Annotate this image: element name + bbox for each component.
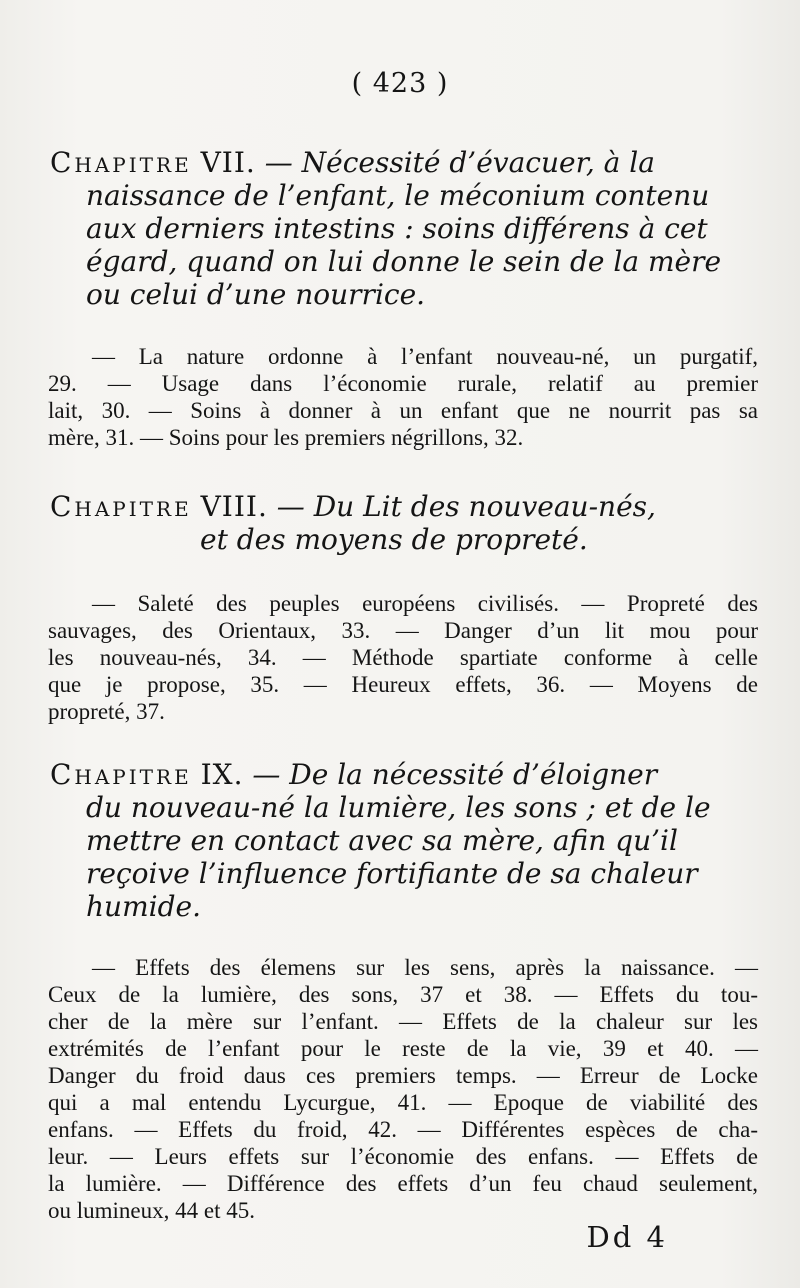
chapter-ix-summary bbox=[48, 954, 758, 1224]
chapter-heading bbox=[50, 146, 762, 311]
summary-line: extrémités de l’enfant pour le reste de la vie, 39 et 40. — bbox=[48, 1036, 758, 1061]
chapter-title-line: reçoive l’influence fortifiante de sa chaleur bbox=[86, 857, 698, 890]
signature-mark: Dd 4 bbox=[586, 1220, 668, 1254]
chapter-number: VII. bbox=[200, 146, 256, 179]
chapter-label: Chapitre bbox=[50, 146, 192, 179]
chapter-title-line: naissance de l’enfant, le méconium contenu bbox=[86, 179, 710, 212]
chapter-vii-summary bbox=[48, 343, 758, 451]
chapter-number: VIII. bbox=[200, 490, 268, 523]
summary-line: leur. — Leurs effets sur l’économie des enfans. — Effets de bbox=[48, 1144, 758, 1169]
summary-line: la lumière. — Différence des effets d’un feu chaud seulement, bbox=[48, 1171, 758, 1196]
summary-line: enfans. — Effets du froid, 42. — Différentes espèces de cha- bbox=[48, 1117, 758, 1142]
chapter-vii-heading bbox=[50, 146, 762, 311]
chapter-viii-heading bbox=[50, 490, 762, 556]
summary-line: — Effets des élemens sur les sens, après la naissance. — bbox=[92, 955, 758, 980]
summary-line: sauvages, des Orientaux, 33. — Danger d’un lit mou pour bbox=[48, 618, 758, 643]
chapter-title-line: ou celui d’une nourrice. bbox=[86, 278, 426, 311]
summary-line: ou lumineux, 44 et 45. bbox=[48, 1198, 255, 1223]
chapter-title-line: égard, quand on lui donne le sein de la mère bbox=[86, 245, 722, 278]
summary-line: Ceux de la lumière, des sons, 37 et 38. — Effets du tou- bbox=[48, 982, 758, 1007]
chapter-heading bbox=[50, 758, 762, 923]
chapter-ix-heading bbox=[50, 758, 762, 923]
chapter-title-line: du nouveau-né la lumière, les sons ; et de le bbox=[86, 791, 711, 824]
chapter-label: Chapitre bbox=[50, 758, 192, 791]
summary-line: — Saleté des peuples européens civilisés. — Propreté des bbox=[92, 591, 758, 616]
page-number: ( 423 ) bbox=[351, 68, 449, 99]
summary-line: qui a mal entendu Lycurgue, 41. — Epoque de viabilité des bbox=[48, 1090, 758, 1115]
chapter-title-line: et des moyens de propreté. bbox=[200, 523, 588, 556]
chapter-title-line: — Du Lit des nouveau-nés, bbox=[276, 490, 656, 523]
summary-line: lait, 30. — Soins à donner à un enfant que ne nourrit pas sa bbox=[48, 398, 758, 423]
chapter-heading bbox=[50, 490, 762, 556]
summary-line: mère, 31. — Soins pour les premiers négrillons, 32. bbox=[48, 425, 524, 450]
chapter-title-line: mettre en contact avec sa mère, afin qu’il bbox=[86, 824, 678, 857]
summary-line: — La nature ordonne à l’enfant nouveau-né, un purgatif, bbox=[92, 344, 758, 369]
chapter-number: IX. bbox=[200, 758, 244, 791]
chapter-title-line: humide. bbox=[86, 890, 201, 923]
summary-line: propreté, 37. bbox=[48, 699, 165, 724]
chapter-title-line: — De la nécessité d’éloigner bbox=[252, 758, 658, 791]
chapter-label: Chapitre bbox=[50, 490, 192, 523]
summary-line: que je propose, 35. — Heureux effets, 36. — Moyens de bbox=[48, 672, 758, 697]
chapter-title-line: — Nécessité d’évacuer, à la bbox=[264, 146, 655, 179]
summary-line: les nouveau-nés, 34. — Méthode spartiate conforme à celle bbox=[48, 645, 758, 670]
chapter-title-line: aux derniers intestins : soins différens à cet bbox=[86, 212, 708, 245]
chapter-viii-summary bbox=[48, 590, 758, 725]
summary-line: cher de la mère sur l’enfant. — Effets de la chaleur sur les bbox=[48, 1009, 758, 1034]
summary-line: 29. — Usage dans l’économie rurale, relatif au premier bbox=[48, 371, 758, 396]
summary-line: Danger du froid daus ces premiers temps. — Erreur de Locke bbox=[48, 1063, 758, 1088]
